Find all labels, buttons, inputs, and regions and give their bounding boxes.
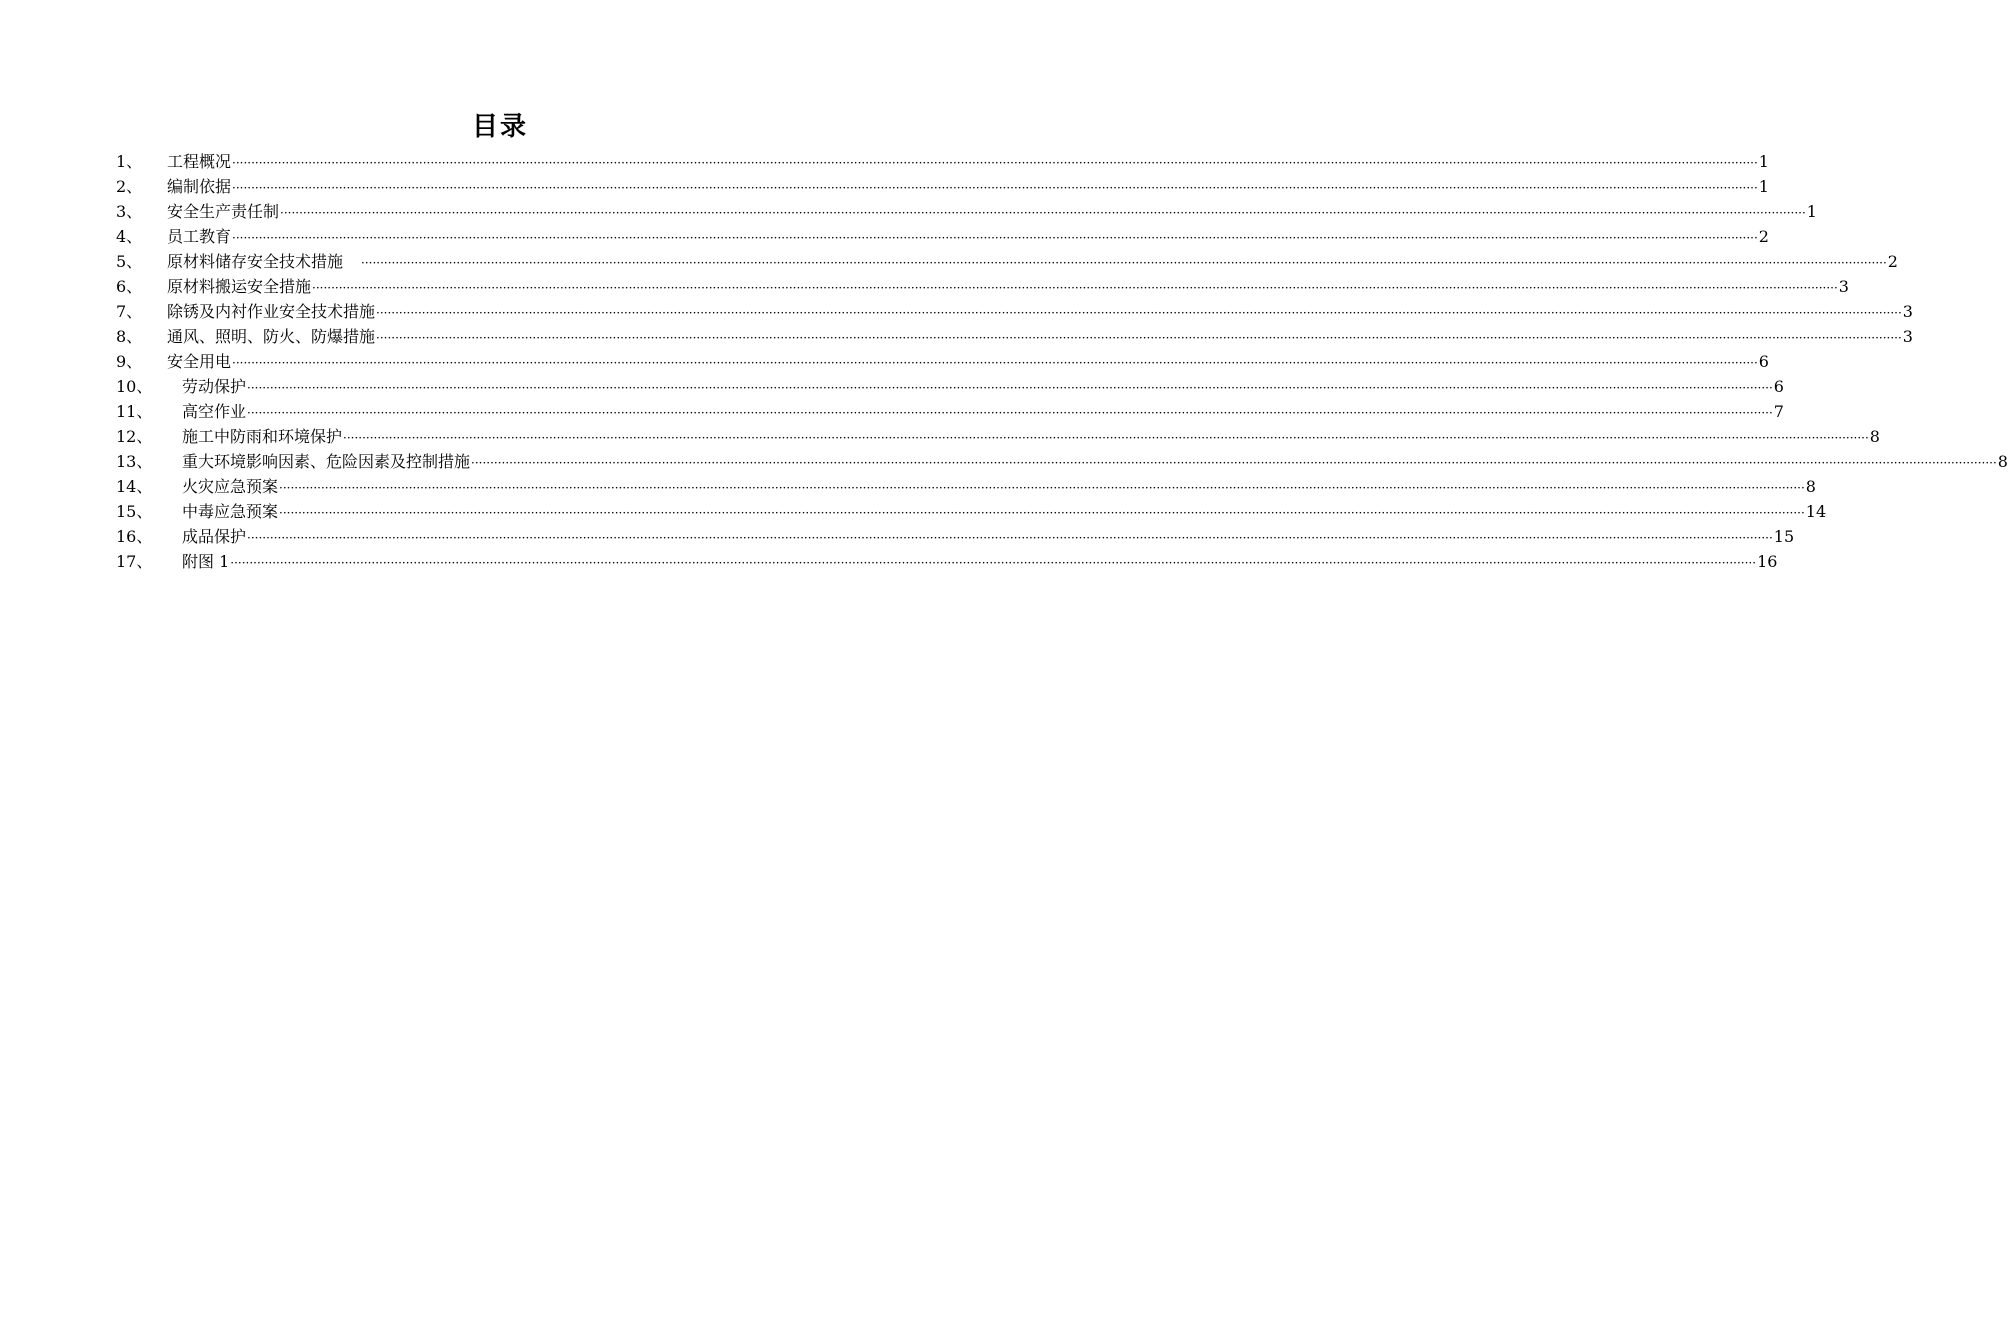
- dot-leader: ················································································································································································································································································································································································································: [232, 231, 1758, 245]
- toc-entry[interactable]: [116, 549, 1778, 574]
- toc-entry[interactable]: [116, 224, 1769, 249]
- toc-entry[interactable]: [116, 474, 1816, 499]
- dot-leader: ················································································································································································································································································································································································································: [247, 381, 1773, 395]
- dot-leader: ················································································································································································································································································································································································································: [279, 481, 1805, 495]
- toc-entry-label: 重大环境影响因素、危险因素及控制措施: [182, 452, 471, 471]
- toc-entry-number: 17、: [116, 552, 153, 571]
- dot-leader: ················································································································································································································································································································································································································: [247, 406, 1773, 420]
- dot-leader: ················································································································································································································································································································································································································: [376, 331, 1902, 345]
- table-of-contents: [116, 149, 2008, 574]
- toc-entry-page: 1: [1758, 152, 1769, 171]
- toc-entry-label: 通风、照明、防火、防爆措施: [167, 327, 376, 346]
- toc-entry-page: 2: [1758, 227, 1769, 246]
- toc-entry-label: 原材料储存安全技术措施: [167, 252, 344, 271]
- page-title: 目录: [471, 112, 528, 142]
- toc-entry-page: 8: [1869, 427, 1880, 446]
- toc-entry-page: 6: [1773, 377, 1784, 396]
- toc-entry-number: 4、: [116, 227, 143, 246]
- toc-entry-page: 2: [1887, 252, 1898, 271]
- toc-entry-page: 3: [1902, 302, 1913, 321]
- toc-entry-number: 12、: [116, 427, 153, 446]
- toc-entry-page: 3: [1838, 277, 1849, 296]
- toc-entry-label: 劳动保护: [182, 377, 247, 396]
- toc-entry[interactable]: [116, 374, 1784, 399]
- toc-entry[interactable]: [116, 249, 1898, 274]
- toc-entry-number: 10、: [116, 377, 153, 396]
- dot-leader: ················································································································································································································································································································································································································: [279, 506, 1805, 520]
- toc-entry[interactable]: [116, 524, 1795, 549]
- toc-entry-number: 13、: [116, 452, 153, 471]
- toc-entry-label: 安全生产责任制: [167, 202, 280, 221]
- toc-entry-number: 14、: [116, 477, 153, 496]
- toc-entry-number: 15、: [116, 502, 153, 521]
- dot-leader: ················································································································································································································································································································································································································: [232, 156, 1758, 170]
- toc-entry-page: 6: [1758, 352, 1769, 371]
- dot-leader: ················································································································································································································································································································································································································: [376, 306, 1902, 320]
- toc-entry[interactable]: [116, 274, 1849, 299]
- dot-leader: ················································································································································································································································································································································································································: [230, 556, 1757, 570]
- toc-entry[interactable]: [116, 424, 1880, 449]
- toc-entry[interactable]: [116, 149, 1769, 174]
- toc-entry-number: 3、: [116, 202, 143, 221]
- toc-entry-label: 火灾应急预案: [182, 477, 279, 496]
- dot-leader: ················································································································································································································································································································································································································: [471, 456, 1997, 470]
- toc-entry-page: 14: [1805, 502, 1827, 521]
- toc-entry-number: 1、: [116, 152, 143, 171]
- toc-entry-label: 除锈及内衬作业安全技术措施: [167, 302, 376, 321]
- toc-entry[interactable]: [116, 324, 1913, 349]
- toc-entry-label: 中毒应急预案: [182, 502, 279, 521]
- toc-entry-page: 1: [1806, 202, 1817, 221]
- dot-leader: ················································································································································································································································································································································································································: [361, 256, 1887, 270]
- toc-entry[interactable]: [116, 499, 1827, 524]
- toc-entry-page: 8: [1805, 477, 1816, 496]
- dot-leader: ················································································································································································································································································································································································································: [280, 206, 1806, 220]
- toc-entry-page: 8: [1997, 452, 2008, 471]
- toc-entry-number: 8、: [116, 327, 143, 346]
- toc-entry[interactable]: [116, 174, 1769, 199]
- toc-entry-page: 7: [1773, 402, 1784, 421]
- toc-entry-label: 原材料搬运安全措施: [167, 277, 312, 296]
- dot-leader: ················································································································································································································································································································································································································: [232, 356, 1758, 370]
- toc-entry-label: 成品保护: [182, 527, 247, 546]
- toc-entry-page: 3: [1902, 327, 1913, 346]
- toc-entry-label: 安全用电: [167, 352, 232, 371]
- toc-entry[interactable]: [116, 299, 1913, 324]
- toc-entry-number: 11、: [116, 402, 153, 421]
- dot-leader: ················································································································································································································································································································································································································: [312, 281, 1838, 295]
- toc-entry-label: 员工教育: [167, 227, 232, 246]
- toc-entry[interactable]: [116, 399, 1784, 424]
- toc-entry-page: 15: [1773, 527, 1795, 546]
- toc-entry-label: 高空作业: [182, 402, 247, 421]
- toc-entry-page: 16: [1757, 552, 1778, 571]
- dot-leader: ················································································································································································································································································································································································································: [247, 531, 1773, 545]
- dot-leader: ················································································································································································································································································································································································································: [232, 181, 1758, 195]
- toc-entry-label: 施工中防雨和环境保护: [182, 427, 343, 446]
- toc-entry-number: 9、: [116, 352, 143, 371]
- toc-entry-number: 7、: [116, 302, 143, 321]
- toc-entry-number: 5、: [116, 252, 143, 271]
- toc-entry-number: 16、: [116, 527, 153, 546]
- toc-entry-number: 2、: [116, 177, 143, 196]
- toc-entry-label: 编制依据: [167, 177, 232, 196]
- toc-entry-label: 附图 1: [182, 552, 230, 571]
- dot-leader: ················································································································································································································································································································································································································: [343, 431, 1869, 445]
- toc-entry[interactable]: [116, 349, 1769, 374]
- toc-entry[interactable]: [116, 199, 1817, 224]
- toc-entry[interactable]: [116, 449, 2008, 474]
- toc-entry-page: 1: [1758, 177, 1769, 196]
- toc-entry-label: 工程概况: [167, 152, 232, 171]
- toc-entry-number: 6、: [116, 277, 143, 296]
